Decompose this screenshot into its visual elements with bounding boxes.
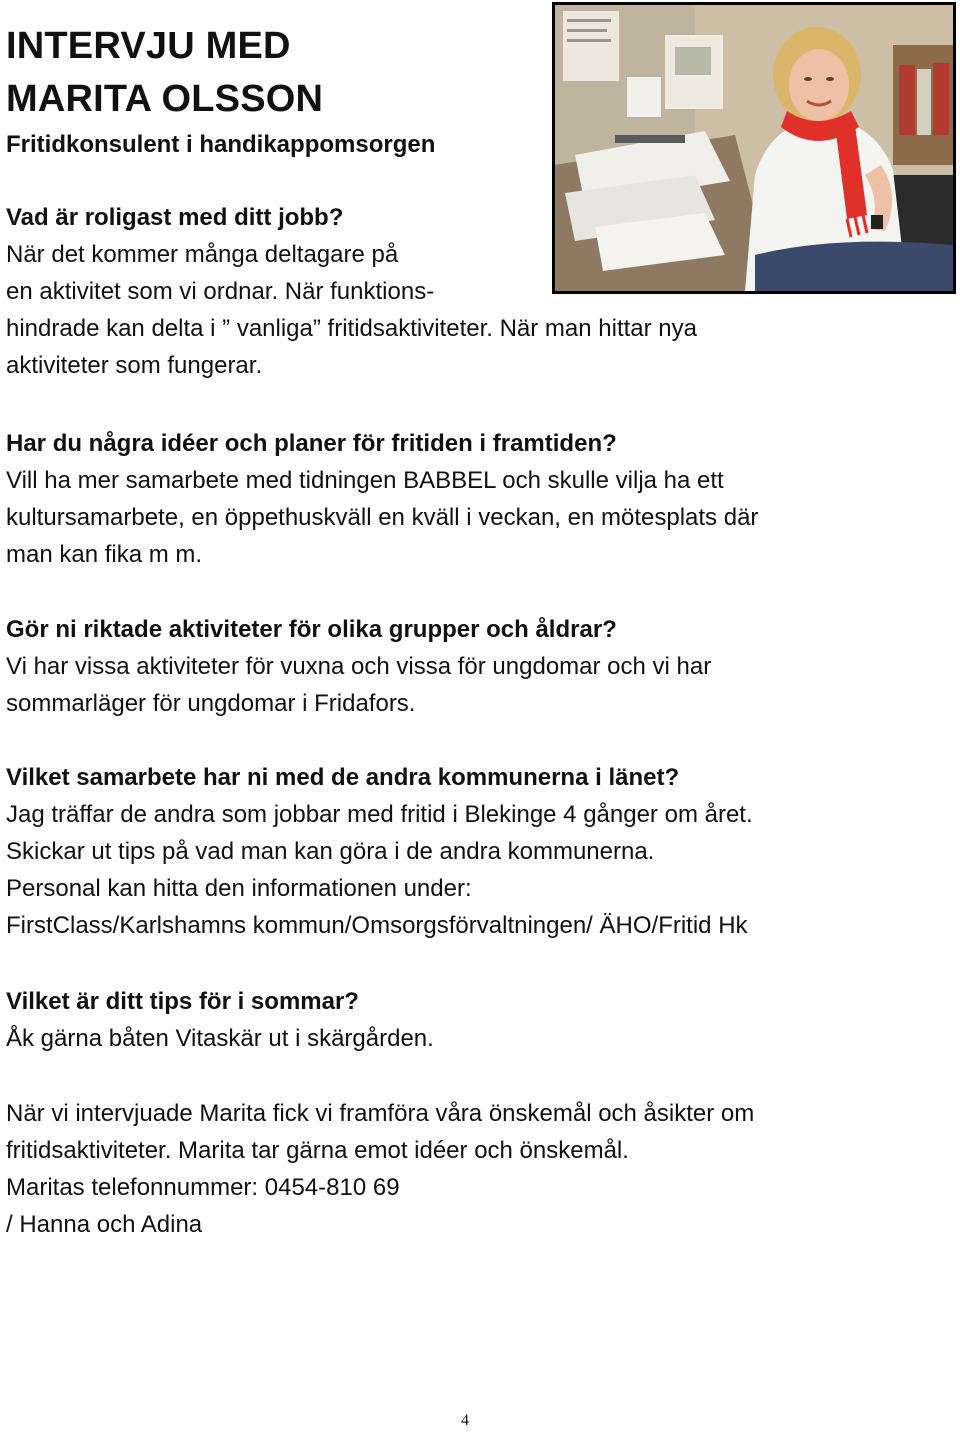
question-2: Har du några idéer och planer för fritiden i framtiden? — [6, 430, 617, 457]
question-4: Vilket samarbete har ni med de andra kommunerna i länet? — [6, 764, 680, 791]
question-5: Vilket är ditt tips för i sommar? — [6, 988, 359, 1015]
answer-4-line-2: Skickar ut tips på vad man kan göra i de andra kommunerna. — [6, 838, 655, 865]
interview-section-4 — [6, 759, 946, 944]
answer-1-line-3: hindrade kan delta i ” vanliga” fritidsaktiviteter. När man hittar nya — [6, 315, 697, 342]
answer-1-line-1: När det kommer många deltagare på — [6, 241, 399, 268]
phone-number-line: Maritas telefonnummer: 0454-810 69 — [6, 1174, 400, 1201]
title-line-1: INTERVJU MED — [6, 25, 291, 67]
answer-4-line-4: FirstClass/Karlshamns kommun/Omsorgsförvaltningen/ ÄHO/Fritid Hk — [6, 912, 748, 939]
answer-1-line-4: aktiviteter som fungerar. — [6, 352, 263, 379]
page-subtitle: Fritidkonsulent i handikappomsorgen — [6, 131, 436, 158]
title-line-2: MARITA OLSSON — [6, 78, 324, 120]
interview-section-3 — [6, 611, 946, 722]
page-title — [6, 20, 323, 126]
answer-3-line-1: Vi har vissa aktiviteter för vuxna och vissa för ungdomar och vi har — [6, 653, 712, 680]
interview-section-2 — [6, 425, 946, 573]
answer-4-line-1: Jag träffar de andra som jobbar med fritid i Blekinge 4 gånger om året. — [6, 801, 753, 828]
closing-line-1: När vi intervjuade Marita fick vi framföra våra önskemål och åsikter om — [6, 1100, 755, 1127]
answer-4-line-3: Personal kan hitta den informationen under: — [6, 875, 472, 902]
answer-2-line-2: kultursamarbete, en öppethuskväll en kväll i veckan, en mötesplats där — [6, 504, 759, 531]
interview-section-5 — [6, 983, 946, 1057]
closing-paragraph — [6, 1095, 946, 1243]
closing-line-2: fritidsaktiviteter. Marita tar gärna emot idéer och önskemål. — [6, 1137, 629, 1164]
answer-5-line-1: Åk gärna båten Vitaskär ut i skärgården. — [6, 1025, 434, 1052]
answer-2-line-3: man kan fika m m. — [6, 541, 203, 568]
answer-1-line-2: en aktivitet som vi ordnar. När funktions- — [6, 278, 435, 305]
answer-3-line-2: sommarläger för ungdomar i Fridafors. — [6, 690, 416, 717]
interview-section-1 — [6, 199, 697, 384]
page-number: 4 — [461, 1412, 469, 1429]
portrait-photo-drawing — [555, 5, 953, 291]
portrait-photo — [552, 2, 956, 294]
question-3: Gör ni riktade aktiviteter för olika grupper och åldrar? — [6, 616, 617, 643]
answer-2-line-1: Vill ha mer samarbete med tidningen BABBEL och skulle vilja ha ett — [6, 467, 724, 494]
question-1: Vad är roligast med ditt jobb? — [6, 204, 344, 231]
signature-line: / Hanna och Adina — [6, 1211, 203, 1238]
